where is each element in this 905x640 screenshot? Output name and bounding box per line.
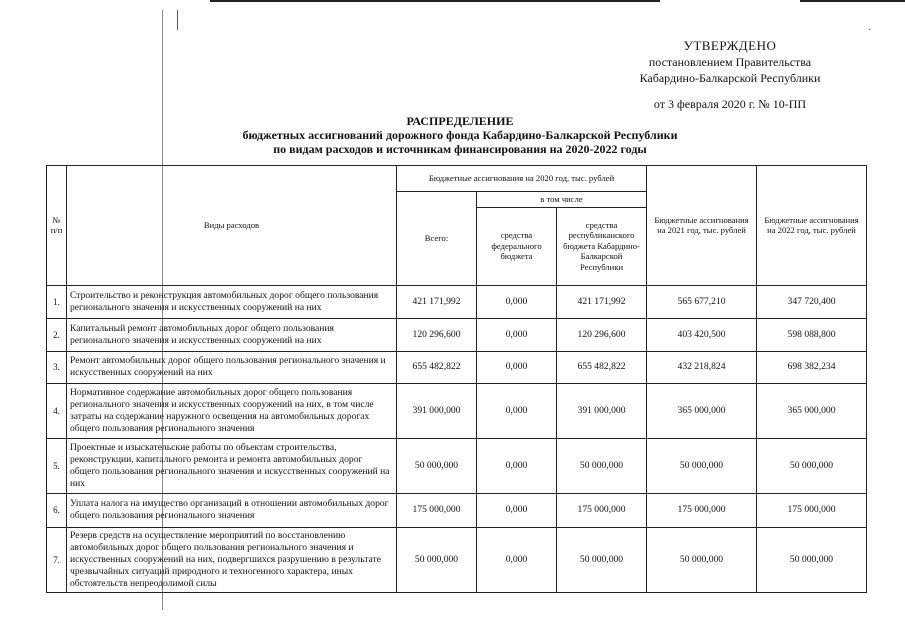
header-types: Виды расходов [67, 166, 397, 286]
row-federal: 0,000 [477, 318, 557, 351]
row-federal: 0,000 [477, 351, 557, 383]
row-number: 7. [47, 527, 67, 592]
row-federal: 0,000 [477, 493, 557, 527]
row-2022: 175 000,000 [757, 493, 867, 527]
row-number: 6. [47, 493, 67, 527]
row-federal: 0,000 [477, 527, 557, 592]
header-federal: средства федерального бюджета [477, 207, 557, 285]
approval-line-1: постановлением Правительства [648, 55, 812, 69]
row-description: Строительство и реконструкция автомобильных дорог общего пользования регионального значения и искусственных сооружений на них [67, 285, 397, 318]
table-row [47, 527, 867, 592]
row-2021: 565 677,210 [647, 285, 757, 318]
row-2021: 432 218,824 [647, 351, 757, 383]
row-number: 3. [47, 351, 67, 383]
row-federal: 0,000 [477, 438, 557, 493]
row-republic: 391 000,000 [557, 383, 647, 438]
row-2021: 365 000,000 [647, 383, 757, 438]
row-2021: 403 420,500 [647, 318, 757, 351]
table-row [47, 285, 867, 318]
title-line-3: по видам расходов и источникам финансирования на 2020-2022 годы [273, 142, 647, 156]
row-number: 4. [47, 383, 67, 438]
row-2021: 50 000,000 [647, 438, 757, 493]
scan-mark-left [177, 10, 178, 30]
row-total: 50 000,000 [397, 438, 477, 493]
row-federal: 0,000 [477, 383, 557, 438]
header-total: Всего: [397, 192, 477, 286]
row-total: 175 000,000 [397, 493, 477, 527]
row-2021: 50 000,000 [647, 527, 757, 592]
row-number: 2. [47, 318, 67, 351]
row-number: 1. [47, 285, 67, 318]
row-2022: 598 088,800 [757, 318, 867, 351]
header-2020: Бюджетные ассигнования на 2020 год, тыс. рублей [397, 166, 647, 192]
table-row [47, 493, 867, 527]
row-total: 120 296,600 [397, 318, 477, 351]
title-line-2: бюджетных ассигнований дорожного фонда Кабардино-Балкарской Республики [242, 128, 678, 142]
table-row [47, 383, 867, 438]
header-2022: Бюджетные ассигнования на 2022 год, тыс. рублей [757, 166, 867, 286]
row-description: Нормативное содержание автомобильных дорог общего пользования регионального значения и искусственных сооружений на них, в том числе затраты на содержание наружного освещения на автомобильных дорогах общего пользования регионального значения [67, 383, 397, 438]
header-republic: средства республиканского бюджета Кабардино-Балкарской Республики [557, 207, 647, 285]
row-description: Резерв средств на осуществление мероприятий по восстановлению автомобильных дорог общего пользования регионального значения и искусственных сооружений на них, подвергшихся разрушению в результате чрезвычайных ситуаций природного и техногенного характера, иных обстоятельств непреодолимой силы [67, 527, 397, 592]
row-2022: 50 000,000 [757, 527, 867, 592]
approval-title: УТВЕРЖДЕНО [683, 38, 777, 53]
row-federal: 0,000 [477, 285, 557, 318]
title-line-1: РАСПРЕДЕЛЕНИЕ [406, 114, 514, 128]
table-row [47, 318, 867, 351]
header-2021: Бюджетные ассигнования на 2021 год, тыс. рублей [647, 166, 757, 286]
row-republic: 655 482,822 [557, 351, 647, 383]
row-description: Уплата налога на имущество организаций в отношении автомобильных дорог общего пользования регионального значения [67, 493, 397, 527]
document-title [180, 114, 740, 156]
row-2022: 698 382,234 [757, 351, 867, 383]
header-including: в том числе [477, 192, 647, 208]
budget-table [46, 165, 867, 593]
row-total: 391 000,000 [397, 383, 477, 438]
row-republic: 50 000,000 [557, 527, 647, 592]
row-2022: 347 720,400 [757, 285, 867, 318]
row-republic: 175 000,000 [557, 493, 647, 527]
row-2022: 50 000,000 [757, 438, 867, 493]
table-row [47, 351, 867, 383]
row-total: 421 171,992 [397, 285, 477, 318]
approval-date: от 3 февраля 2020 г. № 10-ПП [653, 97, 807, 111]
row-republic: 120 296,600 [557, 318, 647, 351]
table-row [47, 438, 867, 493]
row-description: Капитальный ремонт автомобильных дорог общего пользования регионального значения и искусственных сооружений на них [67, 318, 397, 351]
scan-artifact-top [210, 0, 660, 2]
row-2021: 175 000,000 [647, 493, 757, 527]
row-republic: 421 171,992 [557, 285, 647, 318]
row-description: Ремонт автомобильных дорог общего пользования регионального значения и искусственных сооружений на них [67, 351, 397, 383]
scan-artifact-top-right [800, 0, 905, 2]
header-num: № п/п [47, 166, 67, 286]
row-description: Проектные и изыскательские работы по объектам строительства, реконструкции, капитального ремонта и ремонта автомобильных дорог общего пользования регионального значения и искусственных сооружений на них [67, 438, 397, 493]
scan-mark-dot: ˙ [868, 28, 872, 39]
row-republic: 50 000,000 [557, 438, 647, 493]
row-total: 655 482,822 [397, 351, 477, 383]
row-number: 5. [47, 438, 67, 493]
row-2022: 365 000,000 [757, 383, 867, 438]
approval-block [600, 38, 860, 112]
approval-line-2: Кабардино-Балкарской Республики [639, 71, 821, 85]
row-total: 50 000,000 [397, 527, 477, 592]
